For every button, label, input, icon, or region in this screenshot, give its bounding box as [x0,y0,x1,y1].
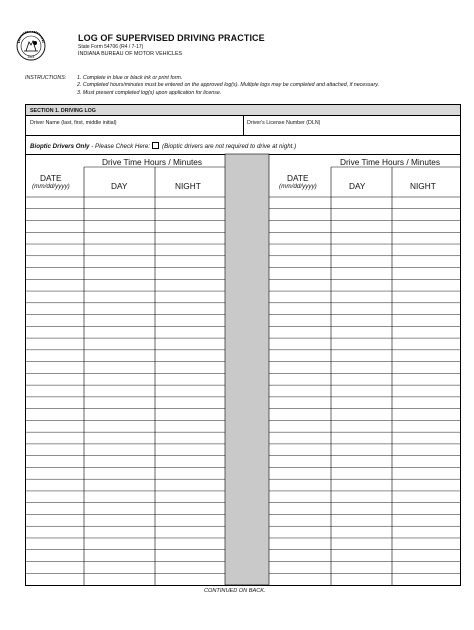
driver-name-label: Driver Name (last, first, middle initial) [30,120,117,126]
left-date-format: (mm/dd/yyyy) [32,183,70,190]
section-title: SECTION 1. DRIVING LOG [30,107,96,114]
driving-log-section [25,104,461,586]
gray-separator-column [225,154,269,585]
indiana-state-seal [16,31,46,61]
right-date-format: (mm/dd/yyyy) [279,183,317,190]
instruction-item: 1. Complete in blue or black ink or print form. [77,75,183,81]
bioptic-instruction: - Please Check Here: [89,143,151,150]
left-day-label: DAY [111,181,128,191]
right-night-label: NIGHT [410,181,436,191]
dln-label: Driver's License Number (DLN) [247,120,321,126]
left-drive-time-header: Drive Time Hours / Minutes [102,157,203,167]
right-date-label: DATE [287,173,309,183]
seal-year: 1816 [27,55,35,59]
instructions-label: INSTRUCTIONS: [25,75,67,81]
instructions-list [77,75,379,97]
left-night-label: NIGHT [175,181,201,191]
instruction-item: 2. Completed hours/minutes must be entered on the approved log(s). Multiple logs may be completed and attached, if necessary. [77,82,379,89]
left-date-label: DATE [40,173,62,183]
agency-name: INDIANA BUREAU OF MOTOR VEHICLES [78,51,183,57]
bioptic-note: (Bioptic drivers are not required to drive at night.) [162,143,297,150]
bioptic-label: Bioptic Drivers Only [30,143,90,150]
right-day-label: DAY [349,181,366,191]
form-title: LOG OF SUPERVISED DRIVING PRACTICE [78,33,265,43]
log-table-grid [26,105,460,585]
instruction-item: 3. Must present completed log(s) upon application for license. [77,89,222,96]
right-drive-time-header: Drive Time Hours / Minutes [340,157,441,167]
form-number: State Form 54706 (R4 / 7-17) [78,44,144,50]
continued-on-back: CONTINUED ON BACK. [204,588,266,594]
